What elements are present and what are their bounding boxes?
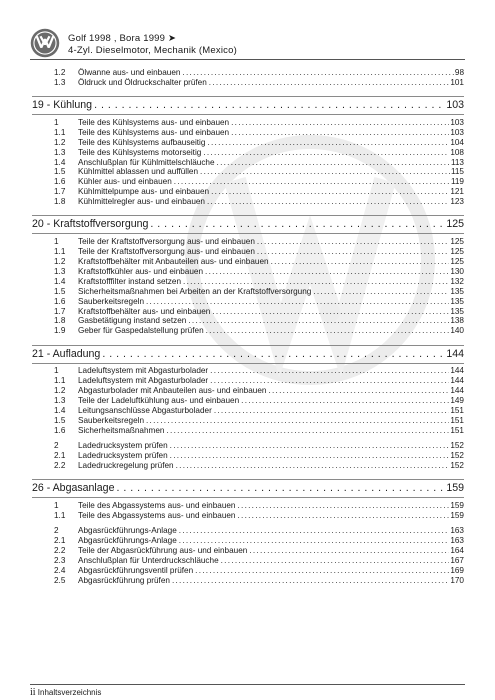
toc-entry-title: Ladedrucksystem prüfen [78,451,168,461]
toc-entry [32,256,464,266]
toc-chapter-title: 21 - Aufladung [32,347,101,360]
toc-dot-leader [235,510,449,520]
toc-entry-title: Teile der Kraftstoffversorgung aus- und einbauen [78,237,255,247]
toc-page-number: 170 [450,575,464,585]
toc-entry-number: 1.4 [54,157,66,167]
toc-entry [32,246,464,256]
toc-entry [32,286,464,296]
toc-page-number: 125 [446,218,464,231]
toc-page-number: 144 [450,386,464,396]
toc-page-number: 159 [450,511,464,521]
toc-entry-title: Kraftstofffilter instand setzen [78,276,182,286]
toc-entry-number: 1.1 [54,127,66,137]
toc-page-number: 135 [450,296,464,306]
toc-entry-number: 1.3 [54,147,66,157]
toc-entry-title: Teile der Kraftstoffversorgung aus- und einbauen [78,247,255,257]
vw-logo [30,28,60,58]
toc-entry [32,316,464,326]
toc-entry-number: 1.3 [54,266,66,276]
toc-entry-title: Anschlußplan für Kühlmittelschläuche [78,157,215,167]
toc-entry [32,535,464,545]
toc-dot-leader [208,366,449,376]
toc-entry [32,565,464,575]
toc-entry-number: 1.7 [54,187,66,197]
toc-entry [32,276,464,286]
toc-entry-number: 1.7 [54,306,66,316]
toc-dot-leader [229,127,449,137]
toc-entry-number: 1.5 [54,415,66,425]
toc-entry [32,157,464,167]
toc-entry [32,127,464,137]
toc-page-number: 130 [450,266,464,276]
toc-entry-number: 1.1 [54,247,66,257]
toc-dot-leader [311,286,449,296]
toc-page-number: 103 [450,117,464,127]
toc-entry [32,526,464,536]
toc-page-number: 98 [454,67,464,77]
toc-page-number: 151 [450,425,464,435]
toc-dot-leader [204,325,450,335]
toc-entry-number: 1.3 [54,77,66,87]
toc-dot-leader [170,575,449,585]
toc-entry [32,425,464,435]
toc-page-number: 144 [446,347,464,360]
toc-entry [32,395,464,405]
toc-entry-number: 1.2 [54,386,66,396]
toc-entry-title: Geber für Gaspedalstellung prüfen [78,326,204,336]
toc-page-number: 132 [450,276,464,286]
toc-page-number: 151 [450,406,464,416]
toc-dot-leader [193,565,449,575]
toc-page-number: 125 [450,237,464,247]
toc-entry-title: Kühlmittelregler aus- und einbauen [78,197,205,207]
toc-entry [32,306,464,316]
table-of-contents [32,65,464,591]
toc-dot-leader [114,482,445,494]
toc-dot-leader [247,545,449,555]
toc-page-number: 104 [450,137,464,147]
toc-entry-number: 2 [54,526,59,536]
toc-entry-title: Sauberkeitsregeln [78,296,144,306]
toc-entry [32,440,464,450]
page-number: ii [30,687,36,698]
toc-entry-title: Abgasrückführungsventil prüfen [78,566,194,576]
toc-entry-number: 2.4 [54,566,66,576]
toc-entry-number: 2.5 [54,575,66,585]
toc-entry-title: Gasbetätigung instand setzen [78,316,187,326]
toc-entry-number: 1.2 [54,137,66,147]
toc-dot-leader [205,196,449,206]
toc-entry [32,117,464,127]
toc-chapter-title: 20 - Kraftstoffversorgung [32,218,149,231]
toc-entry-title: Ladeluftsystem mit Abgasturbolader [78,376,209,386]
toc-dot-leader [186,316,449,326]
toc-entry-number: 1.2 [54,67,66,77]
toc-entry-number: 1.1 [54,376,66,386]
toc-page-number: 123 [450,197,464,207]
toc-chapter-heading [32,99,464,111]
toc-entry-number: 1.1 [54,511,66,521]
toc-entry-number: 1 [54,237,59,247]
toc-entry-title: Kraftstoffbehälter aus- und einbauen [78,306,211,316]
toc-page-number: 167 [450,556,464,566]
toc-dot-leader [177,535,450,545]
toc-page-number: 140 [450,326,464,336]
toc-page-number: 101 [450,77,464,87]
toc-page-number: 144 [450,376,464,386]
toc-entry [32,167,464,177]
toc-dot-leader [144,296,449,306]
toc-dot-leader [201,147,449,157]
toc-entry-title: Teile der Ladeluftkühlung aus- und einbauen [78,396,240,406]
toc-dot-leader [177,526,450,536]
toc-entry [32,460,464,470]
toc-page-number: 103 [446,99,464,112]
toc-dot-leader [215,157,450,167]
page-footer [30,687,101,698]
toc-entry-number: 1.4 [54,406,66,416]
toc-entry-title: Teile des Abgassystems aus- und einbauen [78,511,236,521]
toc-entry [32,510,464,520]
toc-entry-number: 2 [54,441,59,451]
document-subtitle: 4-Zyl. Dieselmotor, Mechanik (Mexico) [68,45,237,56]
toc-entry-title: Sicherheitsmaßnahmen [78,425,165,435]
toc-entry-title: Abgasrückführungs-Anlage [78,526,177,536]
toc-entry-title: Anschlußplan für Unterdruckschläuche [78,556,219,566]
chapter-separator [32,215,464,216]
toc-entry-title: Abgasrückführung prüfen [78,575,170,585]
toc-entry [32,147,464,157]
toc-dot-leader [144,415,449,425]
toc-dot-leader [164,425,449,435]
toc-page-number: 138 [450,316,464,326]
toc-entry-title: Teile des Kühlsystems aus- und einbauen [78,127,230,137]
toc-dot-leader [198,167,450,177]
toc-entry-number: 1.5 [54,167,66,177]
chapter-separator [32,96,464,97]
toc-entry-number: 1.3 [54,396,66,406]
toc-page-number: 169 [450,566,464,576]
toc-entry-title: Teile des Kühlsystems motorseitig [78,147,202,157]
toc-entry [32,266,464,276]
toc-page-number: 163 [450,536,464,546]
toc-entry [32,545,464,555]
toc-entry-number: 2.2 [54,461,66,470]
toc-page-number: 152 [450,441,464,451]
toc-page-number: 151 [450,415,464,425]
toc-entry-title: Ölwanne aus- und einbauen [78,67,181,77]
toc-entry [32,186,464,196]
toc-page-number: 135 [450,306,464,316]
toc-dot-leader [168,450,450,460]
toc-dot-leader [235,500,449,510]
toc-dot-leader [266,385,449,395]
toc-entry-title: Teile des Kühlsystems aus- und einbauen [78,117,230,127]
toc-dot-leader [181,276,449,286]
toc-dot-leader [239,395,449,405]
toc-dot-leader [174,460,450,470]
toc-entry-number: 1.2 [54,257,66,267]
toc-entry-title: Leitungsanschlüsse Abgasturbolader [78,406,212,416]
chapter-separator [32,363,464,364]
toc-dot-leader [100,348,445,360]
toc-entry-title: Abgasrückführungs-Anlage [78,536,177,546]
toc-dot-leader [168,440,450,450]
toc-entry-title: Kühlmittelpumpe aus- und einbauen [78,187,210,197]
toc-page-number: 163 [450,526,464,536]
toc-entry-title: Kraftstoffbehälter mit Anbauteilen aus- und einbauen [78,257,269,267]
document-title: Golf 1998 , Bora 1999 ➤ [68,33,177,44]
toc-entry-title: Teile des Kühlsystems aufbauseitig [78,137,206,147]
toc-dot-leader [255,246,449,256]
toc-page-number: 121 [450,187,464,197]
footer-divider [30,684,465,685]
toc-dot-leader [210,306,449,316]
toc-entry [32,450,464,460]
toc-page-number: 125 [450,257,464,267]
toc-page-number: 125 [450,247,464,257]
toc-entry-title: Kraftstoffkühler aus- und einbauen [78,266,204,276]
toc-entry [32,296,464,306]
toc-dot-leader [229,117,449,127]
toc-page-number: 159 [450,501,464,511]
toc-entry-number: 1.6 [54,177,66,187]
toc-entry [32,385,464,395]
toc-entry [32,325,464,335]
toc-entry [32,67,464,77]
toc-page-number: 164 [450,546,464,556]
toc-entry-number: 2.3 [54,556,66,566]
toc-entry-title: Kühlmittel ablassen und auffüllen [78,167,199,177]
toc-entry [32,176,464,186]
toc-dot-leader [209,186,449,196]
toc-entry-number: 1 [54,501,59,511]
toc-chapter-heading [32,348,464,360]
toc-page-number: 152 [450,451,464,461]
toc-entry [32,405,464,415]
toc-entry-number: 1.9 [54,326,66,336]
toc-page-number: 144 [450,366,464,376]
toc-entry-number: 2.2 [54,546,66,556]
toc-entry [32,500,464,510]
toc-entry-title: Teile der Abgasrückführung aus- und einbauen [78,546,248,556]
toc-entry-title: Teile des Abgassystems aus- und einbauen [78,501,236,511]
chapter-separator [32,345,464,346]
toc-dot-leader [203,266,449,276]
toc-entry-number: 1 [54,366,59,376]
toc-entry-number: 1 [54,117,59,127]
toc-entry-number: 2.1 [54,451,66,461]
toc-entry [32,137,464,147]
toc-dot-leader [255,236,449,246]
toc-dot-leader [92,99,445,111]
toc-dot-leader [148,218,445,230]
toc-entry-title: Abgasturbolader mit Anbauteilen aus- und einbauen [78,386,267,396]
toc-dot-leader [219,555,450,565]
toc-entry [32,236,464,246]
toc-page-number: 159 [446,482,464,495]
toc-entry-title: Ladeluftsystem mit Abgasturbolader [78,366,209,376]
toc-entry-number: 1.8 [54,316,66,326]
toc-entry-title: Ladedrucksystem prüfen [78,441,168,451]
toc-dot-leader [172,176,450,186]
toc-entry [32,77,464,87]
toc-entry-number: 1.4 [54,276,66,286]
toc-dot-leader [207,77,450,87]
toc-entry-number: 2.1 [54,536,66,546]
toc-page-number: 103 [450,127,464,137]
toc-chapter-title: 19 - Kühlung [32,99,93,112]
toc-page-number: 149 [450,396,464,406]
toc-dot-leader [212,405,450,415]
toc-entry [32,366,464,376]
toc-page-number: 119 [450,177,464,187]
toc-dot-leader [208,375,449,385]
toc-entry-number: 1.6 [54,296,66,306]
toc-page-number: 152 [450,461,464,470]
toc-entry [32,555,464,565]
toc-entry-title: Kühler aus- und einbauen [78,177,172,187]
chapter-separator [32,479,464,480]
toc-dot-leader [205,137,449,147]
toc-page-number: 113 [450,157,464,167]
toc-entry [32,375,464,385]
toc-chapter-heading [32,482,464,494]
chapter-separator [32,114,464,115]
toc-entry [32,415,464,425]
toc-entry [32,575,464,585]
chapter-separator [32,497,464,498]
toc-chapter-heading [32,218,464,230]
toc-entry-title: Öldruck und Öldruckschalter prüfen [78,77,207,87]
toc-dot-leader [269,256,450,266]
toc-dot-leader [180,67,453,77]
toc-page-number: 115 [450,167,464,177]
toc-entry [32,196,464,206]
toc-entry-title: Ladedruckregelung prüfen [78,461,174,470]
toc-entry-number: 1.5 [54,286,66,296]
toc-entry-number: 1.8 [54,197,66,207]
toc-page-number: 108 [450,147,464,157]
toc-entry-title: Sauberkeitsregeln [78,415,144,425]
toc-entry-number: 1.6 [54,425,66,435]
chapter-separator [32,233,464,234]
toc-chapter-title: 26 - Abgasanlage [32,482,115,495]
toc-page-number: 135 [450,286,464,296]
footer-label: Inhaltsverzeichnis [37,688,102,697]
toc-entry-title: Sicherheitsmaßnahmen bei Arbeiten an der Kraftstoffversorgung [78,286,312,296]
header-divider [30,59,465,60]
